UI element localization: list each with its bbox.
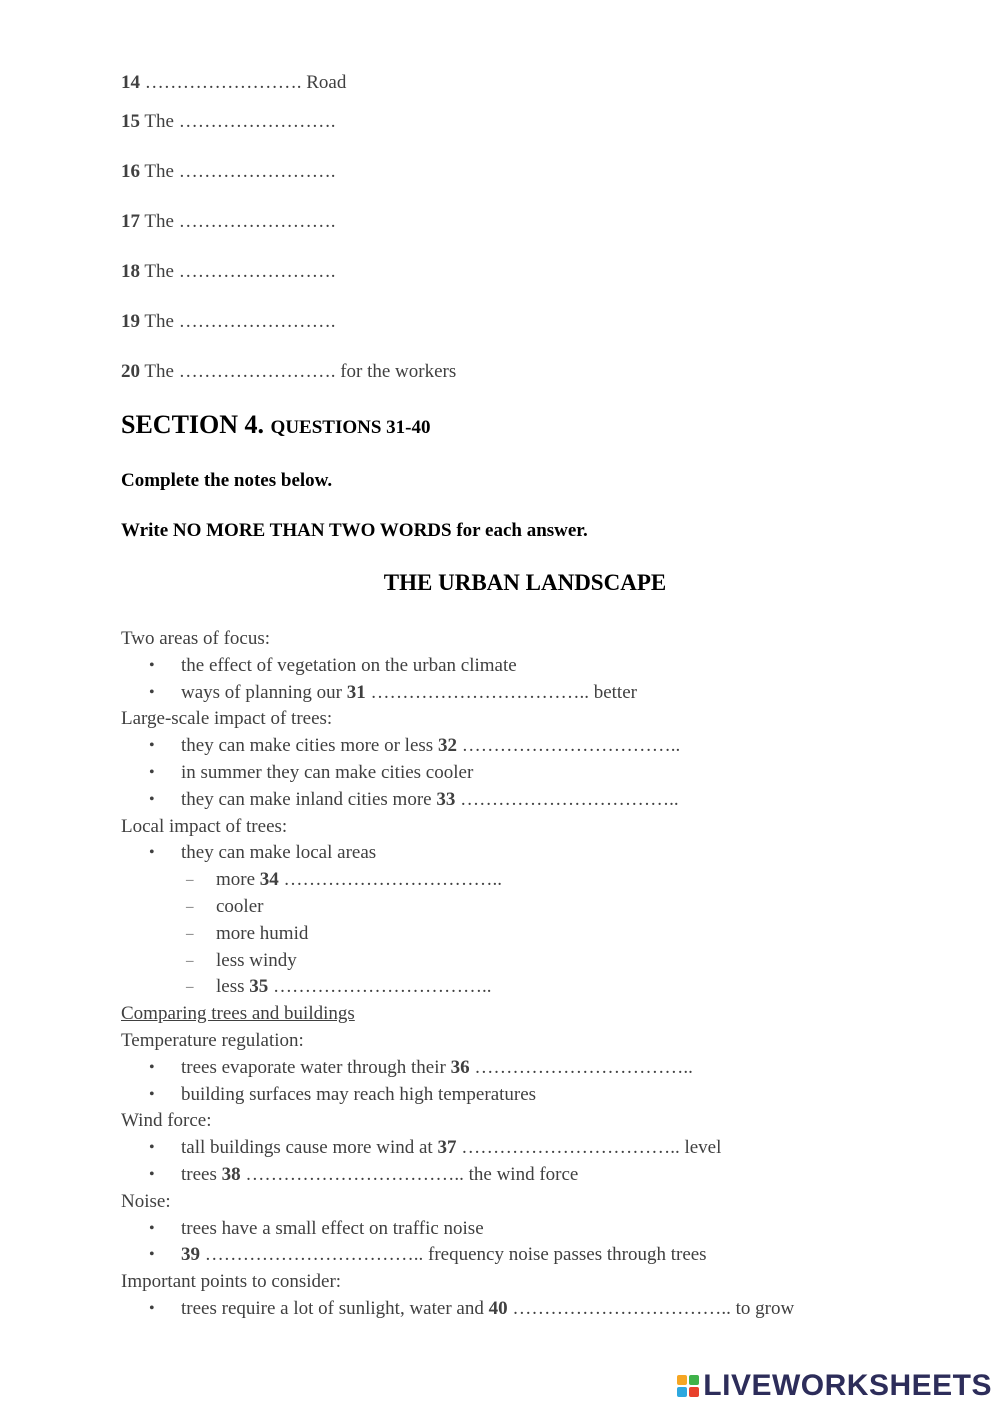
question-19: 19 The ……………………. bbox=[121, 311, 336, 332]
notes-subheading: Local impact of trees: bbox=[121, 815, 288, 837]
question-20: 20 The ……………………. for the workers bbox=[121, 361, 457, 382]
logo-square-4 bbox=[689, 1387, 699, 1397]
notes-subheading: Large-scale impact of trees: bbox=[121, 708, 333, 730]
question-17: 17 The ……………………. bbox=[121, 211, 336, 232]
notes-subheading: Two areas of focus: bbox=[121, 628, 271, 649]
instruction-word-limit: Write NO MORE THAN TWO WORDS for each answer. bbox=[121, 520, 588, 541]
section-title: SECTION 4. QUESTIONS 31-40 bbox=[121, 410, 431, 439]
list-item: • they can make local areas bbox=[121, 840, 941, 867]
list-item-q40: • trees require a lot of sunlight, water and 40 …………………………….. to grow bbox=[121, 1296, 941, 1323]
list-item-q33: • they can make inland cities more 33 …………………………….. bbox=[121, 787, 941, 814]
list-item: • building surfaces may reach high temperatures bbox=[121, 1082, 941, 1109]
notes-subheading: Wind force: bbox=[121, 1110, 212, 1132]
list-item-q32: • they can make cities more or less 32 …………………………….. bbox=[121, 733, 941, 760]
liveworksheets-logo[interactable] bbox=[677, 1369, 992, 1403]
sub-list-item: – cooler bbox=[121, 894, 941, 921]
sub-list-item-q34: – more 34 …………………………….. bbox=[121, 867, 941, 894]
liveworksheets-logo-icon bbox=[677, 1375, 699, 1397]
instruction-complete-notes: Complete the notes below. bbox=[121, 470, 333, 491]
notes-subheading: Noise: bbox=[121, 1190, 171, 1212]
notes-underlined-heading: Comparing trees and buildings bbox=[121, 1003, 355, 1025]
logo-square-3 bbox=[677, 1387, 687, 1397]
list-item-q31: • ways of planning our 31 …………………………….. better bbox=[121, 680, 941, 707]
list-item: • the effect of vegetation on the urban climate bbox=[121, 653, 941, 680]
list-item: • trees have a small effect on traffic noise bbox=[121, 1216, 941, 1243]
notes-subheading: Temperature regulation: bbox=[121, 1029, 304, 1051]
list-item-q38: • trees 38 …………………………….. the wind force bbox=[121, 1162, 941, 1189]
question-14: 14 ……………………. Road bbox=[121, 72, 347, 93]
question-15: 15 The ……………………. bbox=[121, 111, 336, 132]
list-item-q36: • trees evaporate water through their 36 …………………………….. bbox=[121, 1055, 941, 1082]
list-item-q37: • tall buildings cause more wind at 37 …………………………….. level bbox=[121, 1135, 941, 1162]
notes-subheading: Important points to consider: bbox=[121, 1271, 342, 1293]
list-item: • in summer they can make cities cooler bbox=[121, 760, 941, 787]
question-16: 16 The ……………………. bbox=[121, 161, 336, 182]
logo-text: LIVEWORKSHEETS bbox=[703, 1369, 992, 1402]
notes-body bbox=[121, 626, 941, 1323]
notes-heading: THE URBAN LANDSCAPE bbox=[383, 570, 667, 595]
sub-list-item: – less windy bbox=[121, 948, 941, 975]
sub-list-item-q35: – less 35 …………………………….. bbox=[121, 974, 941, 1001]
logo-square-1 bbox=[677, 1375, 687, 1385]
list-item-q39: • 39 …………………………….. frequency noise passes through trees bbox=[121, 1242, 941, 1269]
question-18: 18 The ……………………. bbox=[121, 261, 336, 282]
sub-list-item: – more humid bbox=[121, 921, 941, 948]
logo-square-2 bbox=[689, 1375, 699, 1385]
